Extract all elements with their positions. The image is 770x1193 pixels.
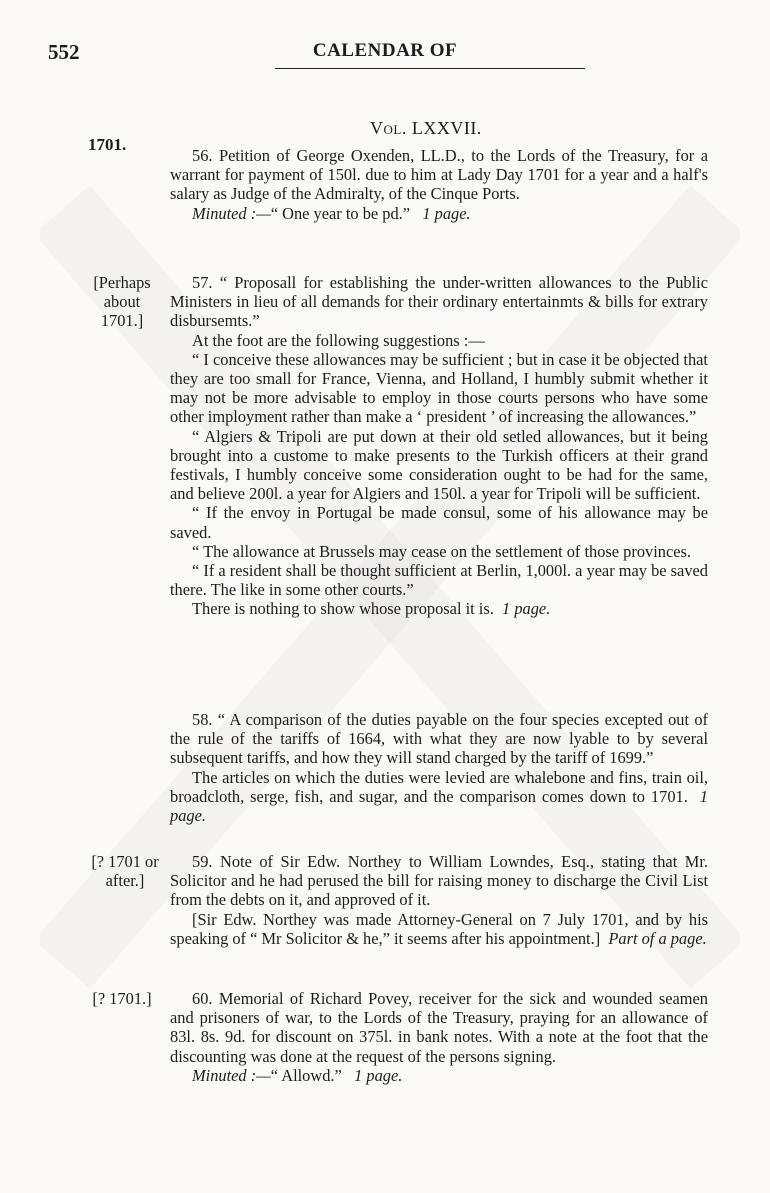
margin-line: after.] xyxy=(105,871,145,891)
margin-note-57 xyxy=(82,273,162,331)
volume-prefix: Vol. xyxy=(370,118,407,138)
entry-paragraph: “ If a resident shall be thought sufficient at Berlin, 1,000l. a year may be saved there. The like in some other courts.” xyxy=(170,561,708,600)
page-extent: 1 page. xyxy=(502,599,551,619)
entry-60 xyxy=(170,989,708,1085)
entry-paragraph: 56. Petition of George Oxenden, LL.D., to the Lords of the Treasury, for a warrant for payment of 150l. due to him at Lady Day 1701 for a year and a half's salary as Judge of the Admiralty, of the Cinque Ports. xyxy=(170,146,708,204)
header-rule xyxy=(275,68,585,69)
margin-note-60 xyxy=(82,989,162,1008)
entry-closing xyxy=(170,910,708,948)
running-title: CALENDAR OF xyxy=(312,40,458,61)
closing-text: “ One year to be pd.” xyxy=(270,203,411,223)
margin-line: [Perhaps xyxy=(93,273,151,292)
entry-paragraph: “ Algiers & Tripoli are put down at their old setled allowances, but it being brought into a custome to make presents to the Turkish officers at their grand festivals, I humbly conceive some consideration ought to be had for the same, and believe 200l. a year for Algiers and 150l. a year for Tripoli will be sufficient. xyxy=(170,426,708,504)
entry-paragraph: 58. “ A comparison of the duties payable on the four species excepted out of the rule of the tariffs of 1664, with what they are now lyable to by several subsequent tariffs, and how they will stand charged by the tariff of 1699.” xyxy=(170,710,708,768)
minuted-label: Minuted :— xyxy=(192,203,271,223)
entry-paragraph: 59. Note of Sir Edw. Northey to William Lowndes, Esq., stating that Mr. Solicitor and he had perused the bill for raising money to discharge the Civil List from the debts on it, and approved of it. xyxy=(170,852,708,910)
closing-text: There is nothing to show whose proposal it is. xyxy=(192,599,494,619)
entry-closing xyxy=(170,204,708,223)
page-number: 552 xyxy=(48,40,80,64)
margin-line: 1701.] xyxy=(100,311,144,331)
minuted-label: Minuted :— xyxy=(192,1065,271,1085)
closing-text: [Sir Edw. Northey was made Attorney-General on 7 July 1701, and by his speaking of “ Mr Solicitor & he,” it seems after his appointment.] xyxy=(170,909,708,948)
closing-text: “ Allowd.” xyxy=(270,1065,342,1085)
entry-paragraph: “ I conceive these allowances may be sufficient ; but in case it be objected that they are too small for France, Vienna, and Holland, I humbly submit whether it may not be more advisable to employ in those courts persons who have some other imployment rather than make a ‘ president ’ of increasing the allowances.” xyxy=(170,349,708,427)
page-extent: 1 page. xyxy=(422,203,471,223)
entry-closing xyxy=(170,599,708,618)
entry-paragraph: 57. “ Proposall for establishing the under-written allowances to the Public Ministers in lieu of all demands for their ordinary entertainmts & bills for extrary disbursemts.” xyxy=(170,273,708,331)
entry-closing xyxy=(170,768,708,826)
entry-57 xyxy=(170,273,708,619)
entry-closing xyxy=(170,1066,708,1085)
entry-paragraph: “ The allowance at Brussels may cease on the settlement of those provinces. xyxy=(192,541,691,561)
entry-59 xyxy=(170,852,708,948)
margin-line: [? 1701.] xyxy=(92,989,152,1008)
entry-56 xyxy=(170,146,708,223)
year-marker: 1701. xyxy=(88,135,127,154)
margin-note-59 xyxy=(82,852,168,890)
entry-paragraph: 60. Memorial of Richard Povey, receiver for the sick and wounded seamen and prisoners of war, to the Lords of the Treasury, praying for an allowance of 83l. 8s. 9d. for discount on 375l. in bank notes. With a note at the foot that the discounting was done at the request of the persons signing. xyxy=(170,989,708,1066)
entry-paragraph: “ If the envoy in Portugal be made consul, some of his allowance may be saved. xyxy=(170,503,708,542)
volume-number: LXXVII. xyxy=(411,118,482,138)
closing-text: The articles on which the duties were levied are whalebone and fins, train oil, broadcloth, serge, fish, and sugar, and the comparison comes down to 1701. xyxy=(170,767,708,806)
margin-line: about xyxy=(103,292,141,312)
margin-line: [? 1701 or xyxy=(91,852,159,871)
page-extent: Part of a page. xyxy=(608,928,707,948)
entry-58 xyxy=(170,710,708,825)
page-extent: 1 page. xyxy=(354,1065,403,1085)
volume-heading xyxy=(370,118,482,139)
entry-paragraph: At the foot are the following suggestions :— xyxy=(192,330,485,350)
page-header xyxy=(0,40,770,70)
page-extent: 1 page. xyxy=(170,786,708,826)
